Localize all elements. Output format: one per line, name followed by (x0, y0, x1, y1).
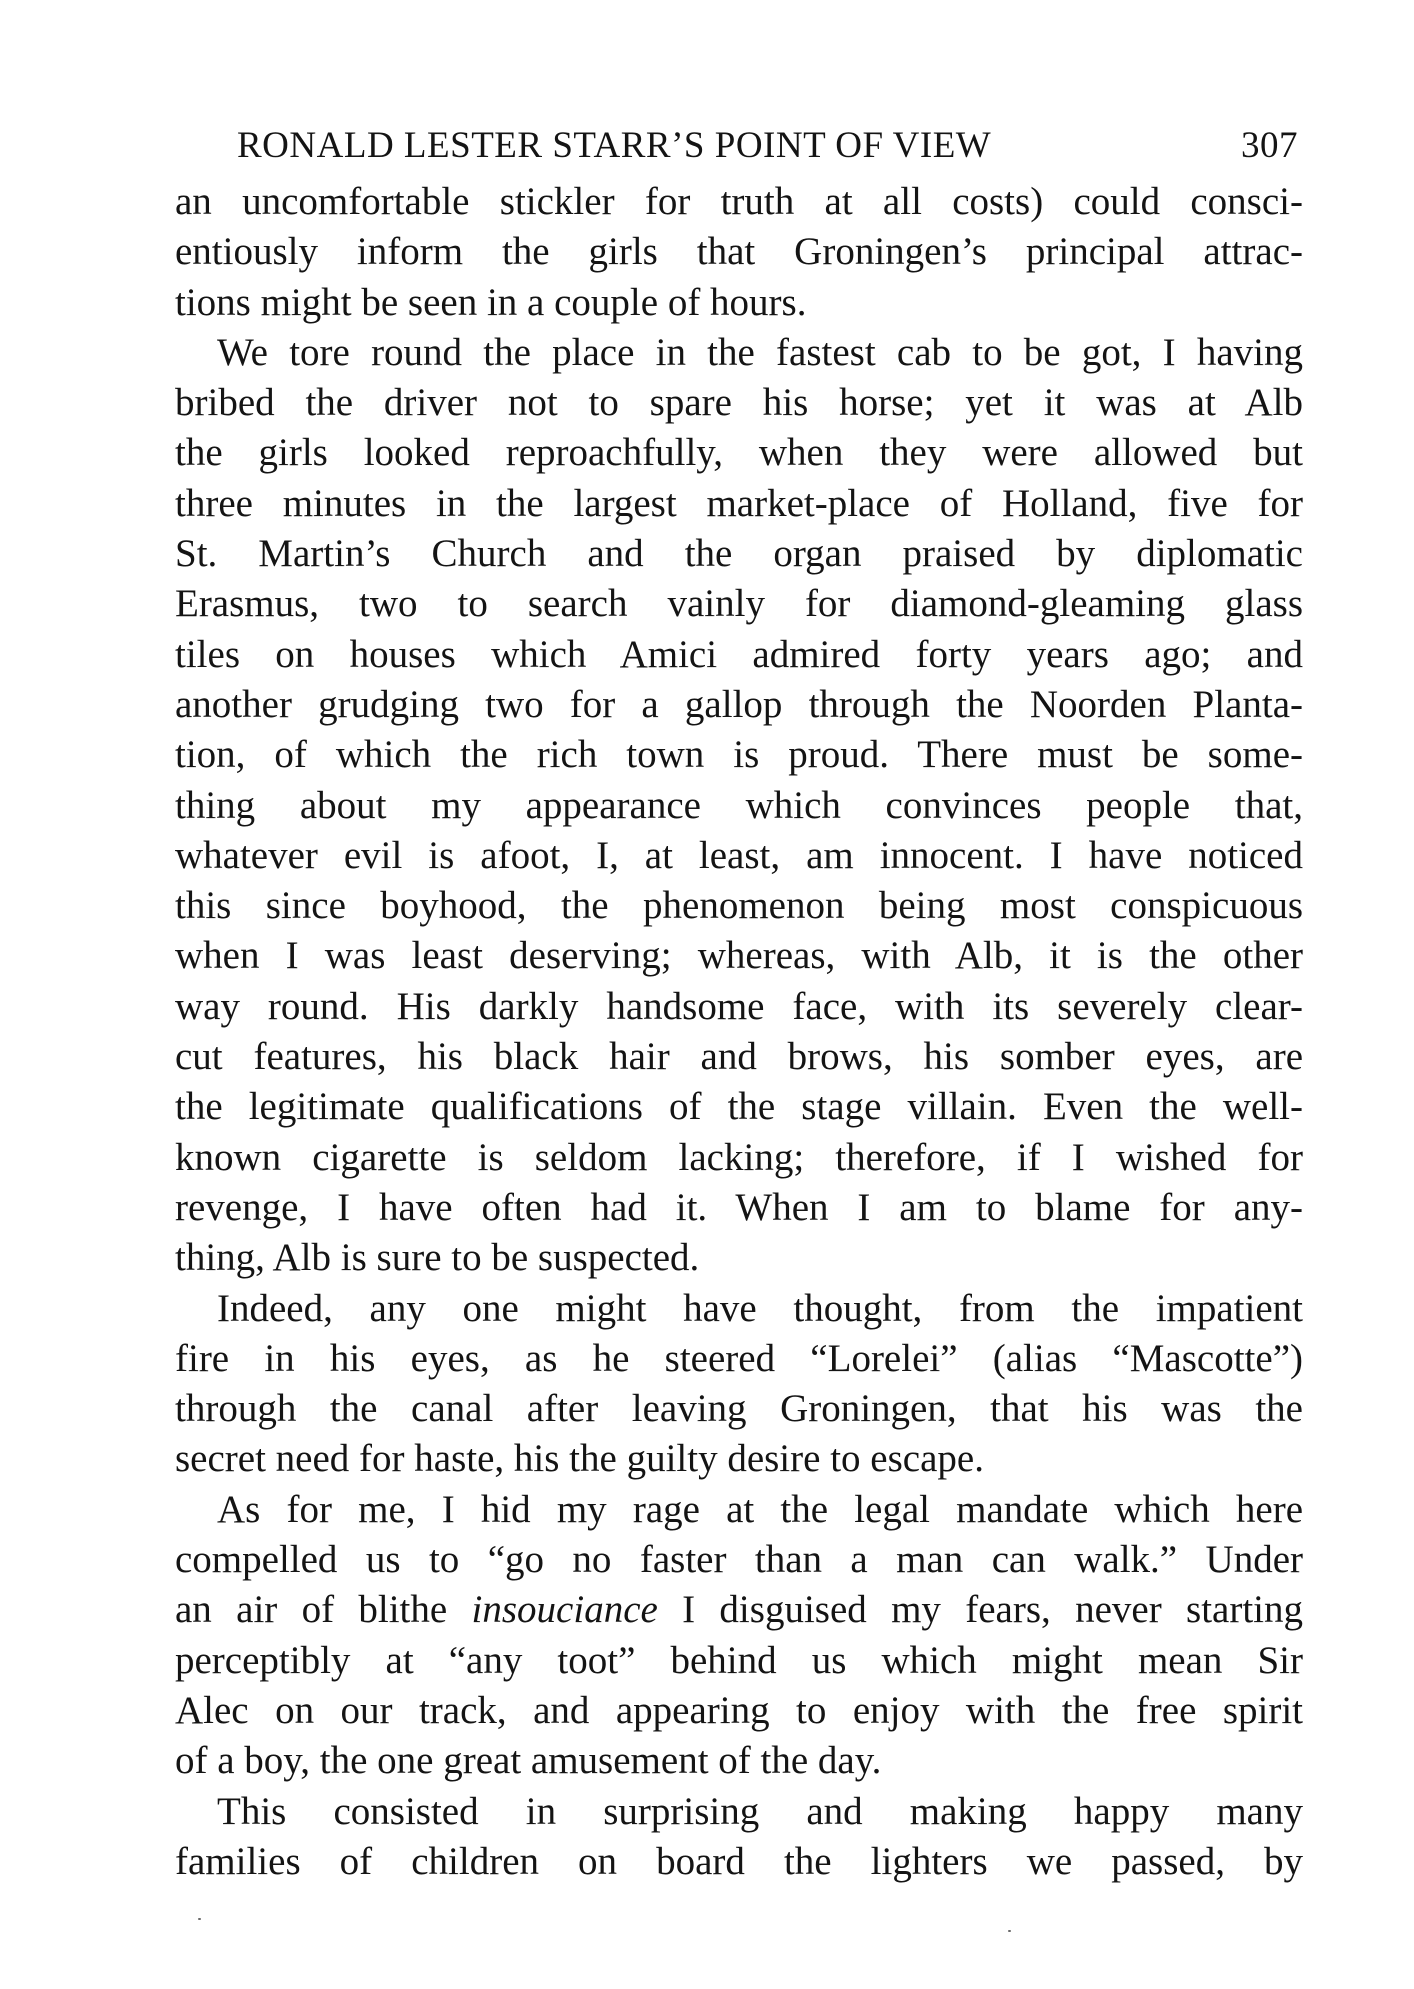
paragraph-first-line: Indeed, any one might have thought, from the impatient (217, 1286, 1303, 1330)
text-line: tions might be seen in a couple of hours. (175, 280, 807, 324)
text-line: tiles on houses which Amici admired forty years ago; and (175, 632, 1303, 676)
paragraph-first-line: We tore round the place in the fastest cab to be got, I having (217, 330, 1303, 374)
text-segment: an air of blithe (175, 1588, 472, 1632)
text-line: bribed the driver not to spare his horse; yet it was at Alb (175, 381, 1303, 425)
text-line: thing, Alb is sure to be suspected. (175, 1236, 700, 1280)
text-line: families of children on board the lighters we passed, by (175, 1839, 1303, 1883)
text-line: tion, of which the rich town is proud. There must be some- (175, 733, 1303, 777)
text-line: known cigarette is seldom lacking; therefore, if I wished for (175, 1135, 1303, 1179)
paragraph-first-line: This consisted in surprising and making happy many (217, 1789, 1303, 1833)
running-head-title: RONALD LESTER STARR’S POINT OF VIEW (237, 125, 992, 166)
italic-word: insouciance (471, 1588, 658, 1632)
scan-speck (1008, 1930, 1011, 1932)
running-head (237, 118, 1298, 174)
text-line: perceptibly at “any toot” behind us which might mean Sir (175, 1638, 1303, 1682)
text-line: when I was least deserving; whereas, with Alb, it is the other (175, 934, 1303, 978)
text-line: another grudging two for a gallop through the Noorden Planta- (175, 682, 1303, 726)
scan-speck (198, 1918, 201, 1920)
text-line: three minutes in the largest market-place of Holland, five for (175, 481, 1303, 525)
text-line: secret need for haste, his the guilty desire to escape. (175, 1437, 984, 1481)
text-line: Erasmus, two to search vainly for diamond-gleaming glass (175, 582, 1303, 626)
text-line: thing about my appearance which convinces people that, (175, 783, 1303, 827)
text-line: St. Martin’s Church and the organ praised by diplomatic (175, 532, 1303, 576)
text-line: compelled us to “go no faster than a man can walk.” Under (175, 1538, 1303, 1582)
text-line: way round. His darkly handsome face, with its severely clear- (175, 984, 1303, 1028)
text-line: whatever evil is afoot, I, at least, am innocent. I have noticed (175, 833, 1303, 877)
text-segment: I disguised my fears, never starting (657, 1588, 1303, 1632)
text-line: of a boy, the one great amusement of the day. (175, 1739, 882, 1783)
text-line: this since boyhood, the phenomenon being most conspicuous (175, 884, 1303, 928)
body-text (175, 177, 1303, 1887)
text-line: fire in his eyes, as he steered “Lorelei” (alias “Mascotte”) (175, 1336, 1303, 1380)
text-line: through the canal after leaving Groningen, that his was the (175, 1387, 1303, 1431)
page-number: 307 (1241, 125, 1298, 166)
text-line: an uncomfortable stickler for truth at all costs) could consci- (175, 180, 1303, 223)
paragraph-first-line: As for me, I hid my rage at the legal mandate which here (217, 1487, 1303, 1531)
text-line: revenge, I have often had it. When I am to blame for any- (175, 1185, 1303, 1229)
text-line: the legitimate qualifications of the stage villain. Even the well- (175, 1085, 1303, 1129)
text-line: the girls looked reproachfully, when they were allowed but (175, 431, 1303, 475)
text-line (175, 1585, 1303, 1635)
text-line: Alec on our track, and appearing to enjoy with the free spirit (175, 1688, 1303, 1732)
text-line: entiously inform the girls that Groningen’s principal attrac- (175, 230, 1303, 274)
text-line: cut features, his black hair and brows, his somber eyes, are (175, 1035, 1303, 1079)
